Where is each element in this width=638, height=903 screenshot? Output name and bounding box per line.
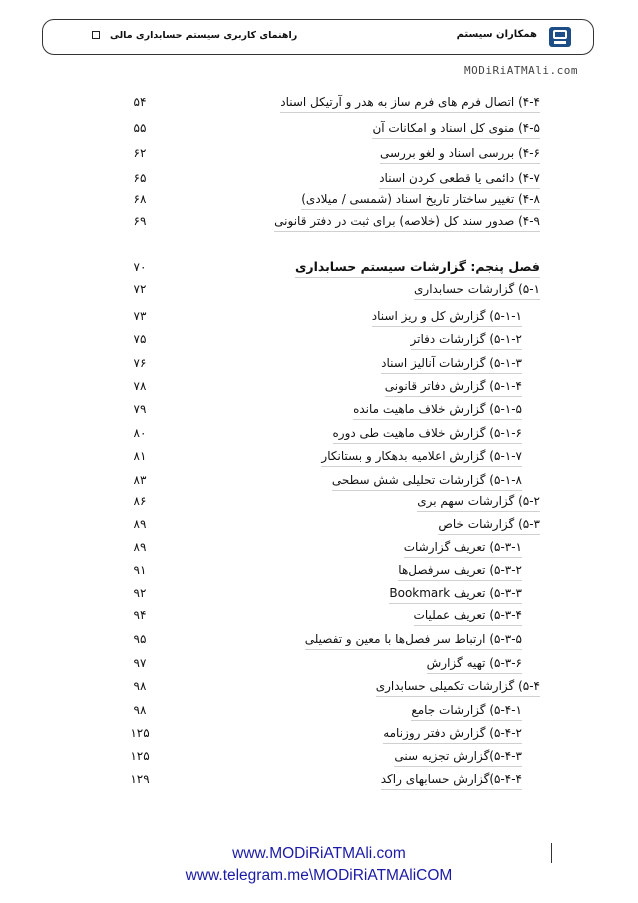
toc-entry-title: ۴-۶) بررسی اسناد و لغو بررسی <box>380 144 540 164</box>
toc-entry[interactable] <box>0 400 638 422</box>
toc-entry[interactable] <box>0 119 638 141</box>
toc-entry-title: ۴-۵) منوی کل اسناد و امکانات آن <box>372 119 540 139</box>
footer-divider <box>551 843 552 863</box>
toc-entry-page-number: ۹۵ <box>133 632 147 646</box>
toc-entry[interactable] <box>0 377 638 399</box>
toc-entry-title: ۵-۴-۱) گزارشات جامع <box>411 701 522 721</box>
toc-entry[interactable] <box>0 677 638 699</box>
guide-title: راهنمای کاربری سیستم حسابداری مالی <box>110 30 298 41</box>
toc-entry-title: ۵-۲) گزارشات سهم بری <box>417 492 540 512</box>
toc-entry-page-number: ۶۵ <box>133 171 147 185</box>
toc-entry[interactable] <box>0 447 638 469</box>
toc-entry-page-number: ۵۴ <box>133 95 147 109</box>
toc-entry[interactable] <box>0 471 638 493</box>
toc-entry-title: ۴-۴) اتصال فرم های فرم ساز به هدر و آرتیکل اسناد <box>280 93 540 113</box>
toc-entry-title: ۵-۴-۲) گزارش دفتر روزنامه <box>383 724 522 744</box>
toc-entry[interactable] <box>0 561 638 583</box>
toc-entry-title: ۵-۱-۱) گزارش کل و ریز اسناد <box>372 307 522 327</box>
toc-entry-title: ۴-۷) دائمی یا قطعی کردن اسناد <box>379 169 540 189</box>
toc-entry-title: ۵-۱-۶) گزارش خلاف ماهیت طی دوره <box>333 424 522 444</box>
toc-entry-title: ۵-۱-۸) گزارشات تحلیلی شش سطحی <box>332 471 522 491</box>
toc-entry-title: ۵-۱-۳) گزارشات آنالیز اسناد <box>381 354 522 374</box>
toc-entry[interactable] <box>0 93 638 115</box>
toc-entry-page-number: ۱۲۵ <box>130 726 150 740</box>
toc-entry-page-number: ۹۱ <box>133 563 147 577</box>
toc-entry[interactable] <box>0 584 638 606</box>
toc-entry-page-number: ۷۳ <box>133 309 147 323</box>
toc-entry-page-number: ۶۸ <box>133 192 147 206</box>
toc-entry-page-number: ۸۱ <box>133 449 147 463</box>
toc-entry[interactable] <box>0 724 638 746</box>
toc-entry-page-number: ۸۶ <box>133 494 147 508</box>
toc-entry-page-number: ۱۲۵ <box>130 749 150 763</box>
toc-entry-title: ۵-۴-۴)گزارش حسابهای راکد <box>381 770 522 790</box>
toc-entry-title: ۵-۳-۳) تعریف Bookmark <box>389 584 522 604</box>
toc-entry[interactable] <box>0 169 638 191</box>
toc-entry[interactable] <box>0 307 638 329</box>
toc-entry[interactable] <box>0 330 638 352</box>
toc-entry-page-number: ۹۲ <box>133 586 147 600</box>
toc-entry-title: ۵-۱-۴) گزارش دفاتر قانونی <box>385 377 522 397</box>
toc-entry-page-number: ۷۲ <box>133 282 147 296</box>
toc-entry-title: ۵-۱) گزارشات حسابداری <box>414 280 540 300</box>
toc-entry-title: ۵-۴) گزارشات تکمیلی حسابداری <box>376 677 540 697</box>
toc-entry-title: ۵-۳-۱) تعریف گزارشات <box>404 538 522 558</box>
toc-entry-page-number: ۸۳ <box>133 473 147 487</box>
toc-entry[interactable] <box>0 258 638 280</box>
toc-entry[interactable] <box>0 747 638 769</box>
toc-entry-page-number: ۷۰ <box>133 260 147 274</box>
toc-entry[interactable] <box>0 492 638 514</box>
toc-entry[interactable] <box>0 144 638 166</box>
toc-entry-title: ۵-۳) گزارشات خاص <box>438 515 540 535</box>
toc-entry-page-number: ۹۸ <box>133 703 147 717</box>
toc-entry-page-number: ۶۹ <box>133 214 147 228</box>
toc-entry-title: ۵-۱-۲) گزارشات دفاتر <box>411 330 522 350</box>
toc-entry-page-number: ۸۰ <box>133 426 147 440</box>
toc-entry[interactable] <box>0 190 638 212</box>
toc-entry-title: ۵-۳-۲) تعریف سرفصل‌ها <box>398 561 522 581</box>
toc-entry[interactable] <box>0 654 638 676</box>
footer-website-link[interactable]: www.MODiRiATMAli.com <box>232 845 406 862</box>
toc-entry-page-number: ۹۸ <box>133 679 147 693</box>
toc-entry-title: ۵-۱-۷) گزارش اعلامیه بدهکار و بستانکار <box>321 447 522 467</box>
toc-entry[interactable] <box>0 424 638 446</box>
toc-entry-page-number: ۸۹ <box>133 517 147 531</box>
toc-entry[interactable] <box>0 354 638 376</box>
toc-entry-page-number: ۱۲۹ <box>130 772 150 786</box>
toc-entry[interactable] <box>0 606 638 628</box>
footer-telegram-link[interactable]: www.telegram.me\MODiRiATMAliCOM <box>185 867 453 884</box>
toc-entry[interactable] <box>0 538 638 560</box>
toc-entry-title: ۵-۱-۵) گزارش خلاف ماهیت مانده <box>353 400 522 420</box>
toc-entry[interactable] <box>0 515 638 537</box>
toc-entry-page-number: ۹۷ <box>133 656 147 670</box>
toc-entry-page-number: ۹۴ <box>133 608 147 622</box>
toc-entry[interactable] <box>0 770 638 792</box>
toc-entry-page-number: ۵۵ <box>133 121 147 135</box>
toc-entry-page-number: ۸۹ <box>133 540 147 554</box>
toc-entry-title: ۵-۳-۵) ارتباط سر فصل‌ها با معین و تفصیلی <box>305 630 522 650</box>
watermark: MODiRiATMAli.com <box>464 64 578 77</box>
toc-entry[interactable] <box>0 212 638 234</box>
toc-entry-title: فصل پنجم: گزارشات سیستم حسابداری <box>295 258 540 278</box>
toc-entry-page-number: ۶۲ <box>133 146 147 160</box>
toc-entry[interactable] <box>0 701 638 723</box>
toc-entry-page-number: ۷۶ <box>133 356 147 370</box>
toc-entry[interactable] <box>0 280 638 302</box>
toc-entry-page-number: ۷۸ <box>133 379 147 393</box>
toc-entry-title: ۵-۳-۴) تعریف عملیات <box>414 606 522 626</box>
toc-entry-page-number: ۷۹ <box>133 402 147 416</box>
org-name: همکاران سیستم <box>456 29 537 40</box>
toc-entry-title: ۵-۴-۳)گزارش تجزیه سنی <box>394 747 522 767</box>
toc-entry-page-number: ۷۵ <box>133 332 147 346</box>
toc-entry[interactable] <box>0 630 638 652</box>
toc-entry-title: ۴-۹) صدور سند کل (خلاصه) برای ثبت در دفتر قانونی <box>274 212 540 232</box>
toc-entry-title: ۴-۸) تغییر ساختار تاریخ اسناد (شمسی / میلادی) <box>301 190 540 210</box>
toc-entry-title: ۵-۳-۶) تهیه گزارش <box>427 654 522 674</box>
